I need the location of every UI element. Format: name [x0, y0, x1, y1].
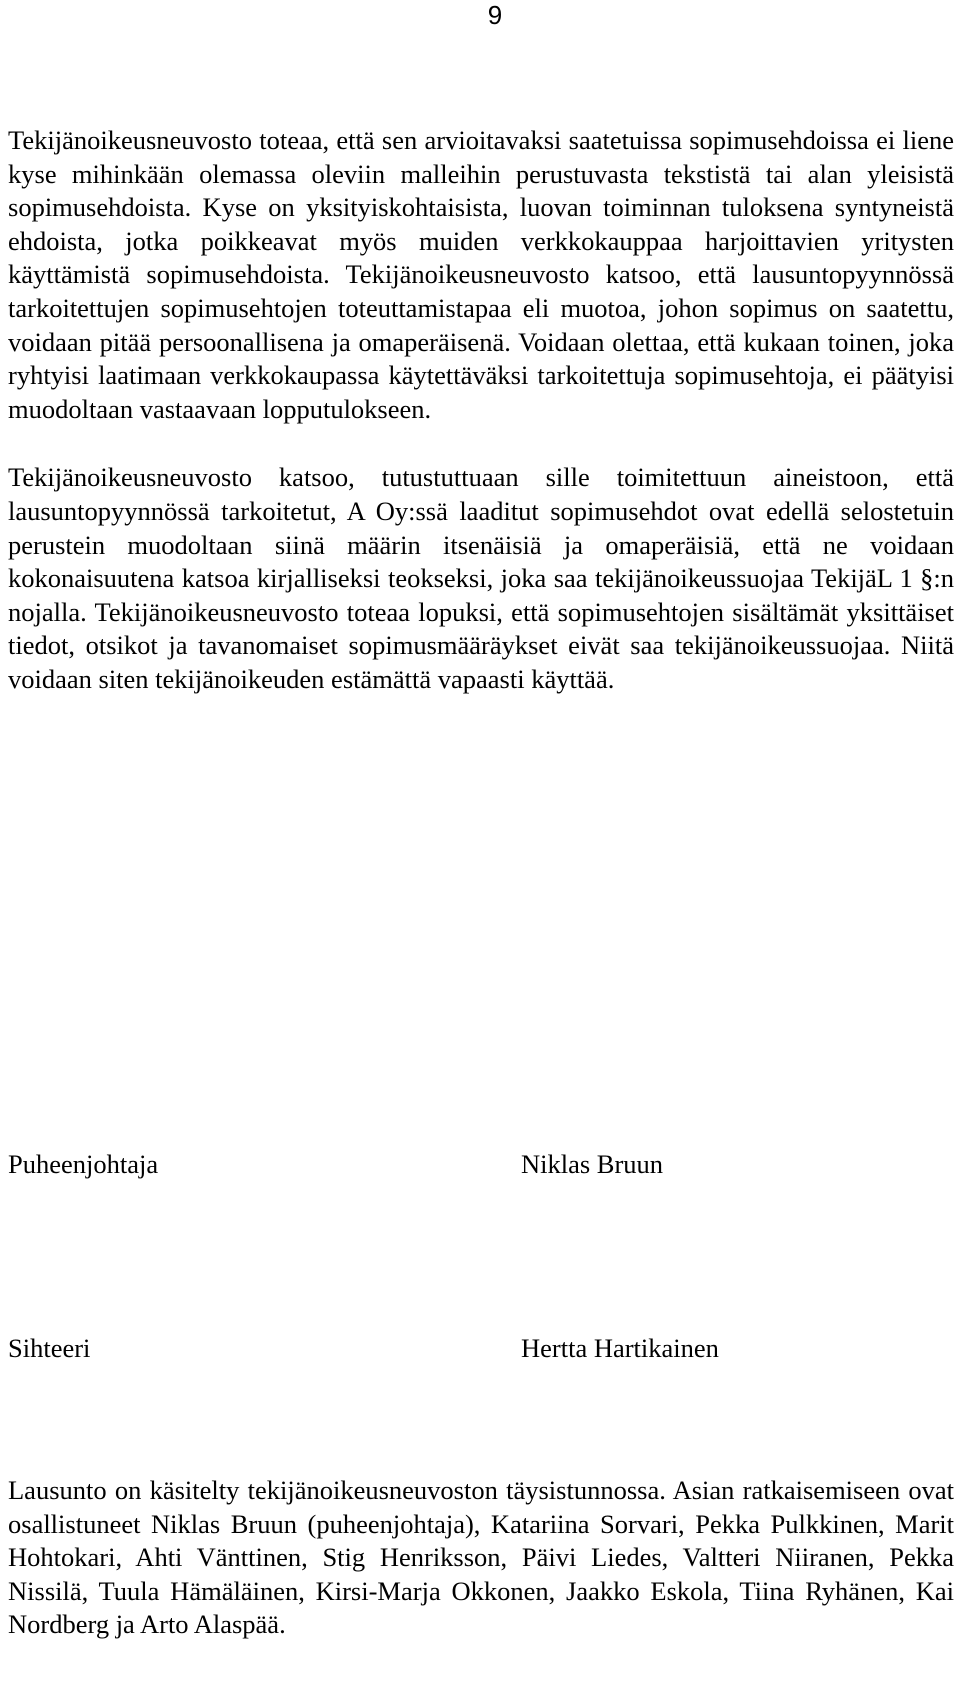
closing-paragraph: Lausunto on käsitelty tekijänoikeusneuvoston täysistunnossa. Asian ratkaisemiseen ovat osallistuneet Niklas Bruun (puheenjohtaja), Katariina Sorvari, Pekka Pulkkinen, Marit Hohtokari, Ahti Vänttinen, Stig Henriksson, Päivi Liedes, Valtteri Niiranen, Pekka Nissilä, Tuula Hämäläinen, Kirsi-Marja Okkonen, Jaakko Eskola, Tiina Ryhänen, Kai Nordberg ja Arto Alaspää.	[8, 1475, 954, 1640]
body-paragraph-1: Tekijänoikeusneuvosto toteaa, että sen arvioitavaksi saatetuissa sopimusehdoissa ei liene kyse mihinkään olemassa oleviin malleihin perustuvasta tekstistä tai alan yleisistä sopimusehdoista. Kyse on yksityiskohtaisista, luovan toiminnan tuloksena syntyneistä ehdoista, jotka poikkeavat myös muiden verkkokauppaa harjoittavien yritysten käyttämistä sopimusehdoista. Tekijänoikeusneuvosto katsoo, että lausuntopyynnössä tarkoitettujen sopimusehtojen toteuttamistapaa eli muotoa, johon sopimus on saatettu, voidaan pitää persoonallisena ja omaperäisenä. Voidaan olettaa, että kukaan toinen, joka ryhtyisi laatimaan verkkokaupassa käytettäväksi tarkoitettuja sopimusehtoja, ei päätyisi muodoltaan vastaavaan lopputulokseen.	[8, 125, 954, 424]
chair-name: Niklas Bruun	[521, 1149, 664, 1179]
body-paragraph-2: Tekijänoikeusneuvosto katsoo, tutustuttuaan sille toimitettuun aineistoon, että lausuntopyynnössä tarkoitetut, A Oy:ssä laaditut sopimusehdot ovat edellä selostetuin perustein muodoltaan siinä määrin itsenäisiä ja omaperäisiä, että ne voidaan kokonaisuutena katsoa kirjalliseksi teokseksi, joka saa tekijänoikeussuojaa TekijäL 1 §:n nojalla. Tekijänoikeusneuvosto toteaa lopuksi, että sopimusehtojen sisältämät yksittäiset tiedot, otsikot ja tavanomaiset sopimusmääräykset eivät saa tekijänoikeussuojaa. Niitä voidaan siten tekijänoikeuden estämättä vapaasti käyttää.	[8, 462, 954, 694]
page-number: 9	[487, 0, 503, 30]
secretary-role-label: Sihteeri	[8, 1333, 91, 1363]
document-body	[8, 124, 954, 697]
secretary-name: Hertta Hartikainen	[521, 1333, 719, 1363]
chair-role-label: Puheenjohtaja	[8, 1149, 159, 1179]
